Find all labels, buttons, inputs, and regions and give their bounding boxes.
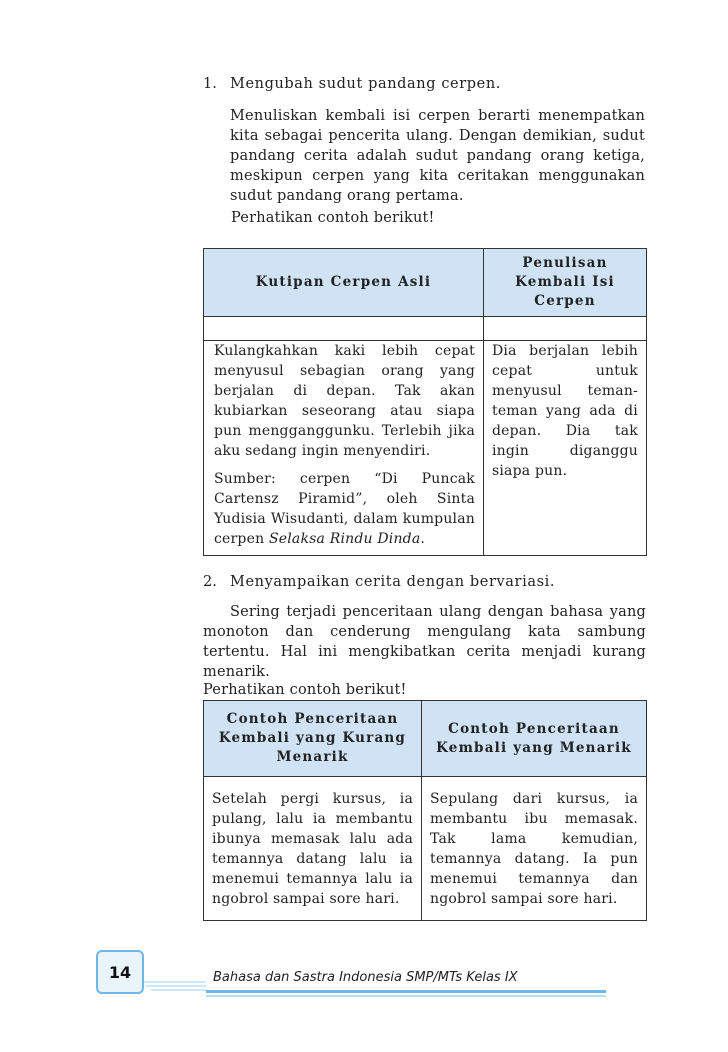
table2-more-cell (422, 777, 647, 921)
table2-header-more (422, 701, 647, 777)
table2-header-less (204, 701, 422, 777)
page-number-badge (96, 950, 144, 994)
table1-source-prefix: Sumber: cerpen “Di Puncak Cartensz Piramid”, oleh Sinta Yudisia Wisudanti, dalam kumpulan cerpen (214, 471, 475, 547)
section1-instruction: Perhatikan contoh berikut! (231, 210, 435, 226)
table1-source-suffix: . (420, 531, 426, 547)
table2-less-cell (204, 777, 422, 921)
table2-less-text: Setelah pergi kursus, ia pulang, lalu ia membantu ibunya memasak lalu ada temannya datang lalu ia menemui temannya lalu ia ngobrol sampai sore hari. (212, 791, 413, 907)
table1-original-text: Kulangkahkan kaki lebih cepat menyusul sebagian orang yang berjalan di depan. Tak akan kubiarkan seseorang atau siapa pun mengganggunku. Terlebih jika aku sedang ingin menyendiri. (214, 343, 475, 459)
table1-original-cell (204, 341, 484, 556)
section2-heading: Menyampaikan cerita dengan bervariasi. (230, 574, 556, 590)
table2-header-more-text: Contoh Penceritaan Kembali yang Menarik (436, 720, 632, 756)
section2-body: Sering terjadi penceritaan ulang dengan bahasa yang monoton dan cenderung mengulang kata sambung tertentu. Hal ini mengkibatkan cerita menjadi kurang menarik. (203, 604, 646, 680)
table2-more-text: Sepulang dari kursus, ia membantu ibu memasak. Tak lama kemudian, temannya datang. Ia pun menemui temannya dan ngobrol sampai sore hari. (430, 791, 638, 907)
table1-header-original (204, 249, 484, 317)
table1-header-rewrite (484, 249, 647, 317)
comparison-table-2 (203, 700, 647, 921)
section2-instruction: Perhatikan contoh berikut! (203, 682, 407, 698)
section1-heading: Mengubah sudut pandang cerpen. (230, 76, 501, 92)
table1-header-rewrite-text: Penulisan Kembali Isi Cerpen (515, 255, 615, 309)
table1-source-title: Selaksa Rindu Dinda (268, 531, 421, 547)
table1-rewrite-text: Dia berjalan lebih cepat untuk menyusul teman-teman yang ada di depan. Dia tak ingin diganggu siapa pun. (492, 343, 638, 479)
footer-book-title: Bahasa dan Sastra Indonesia SMP/MTs Kelas IX (213, 970, 518, 985)
section1-body: Menuliskan kembali isi cerpen berarti menempatkan kita sebagai pencerita ulang. Dengan demikian, sudut pandang cerita adalah sudut pandang orang ketiga, meskipun cerpen yang kita ceritakan menggunakan sudut pandang orang pertama. (230, 108, 645, 204)
page-number: 14 (108, 962, 132, 982)
comparison-table-1 (203, 248, 647, 556)
section2-number: 2. (203, 574, 217, 590)
table1-header-original-text: Kutipan Cerpen Asli (255, 274, 432, 290)
table1-rewrite-cell (484, 341, 647, 556)
table1-source (214, 469, 475, 549)
section1-number: 1. (203, 76, 217, 92)
table2-header-less-text: Contoh Penceritaan Kembali yang Kurang Menarik (218, 711, 407, 765)
